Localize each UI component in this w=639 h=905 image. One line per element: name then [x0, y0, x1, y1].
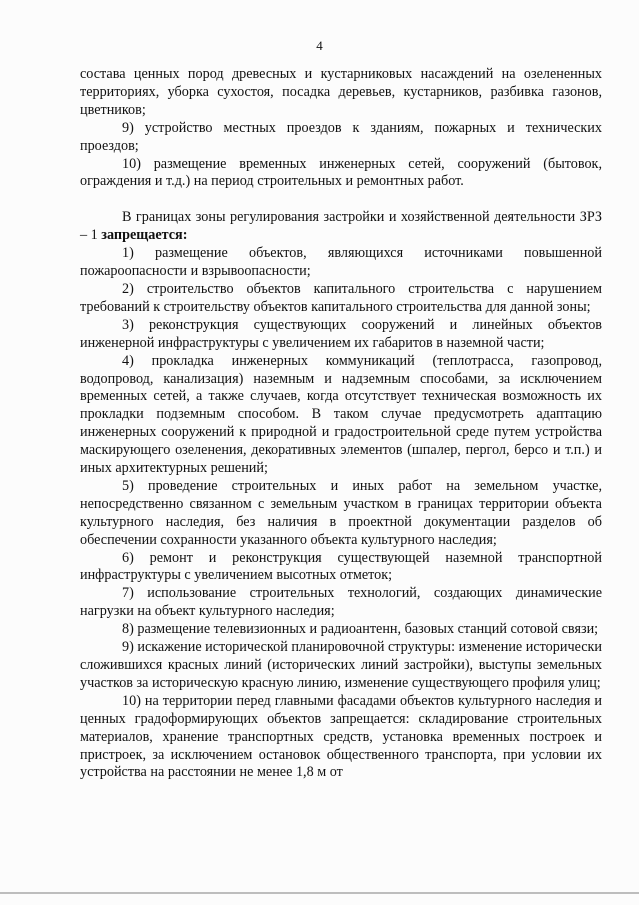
prohibited-item-1: 1) размещение объектов, являющихся источниками повышенной пожароопасности и взрывоопасности;	[80, 245, 602, 280]
allowed-item-10: 10) размещение временных инженерных сетей, сооружений (бытовок, ограждения и т.д.) на период строительных и ремонтных работ.	[80, 155, 602, 190]
prohibited-item-6: 6) ремонт и реконструкция существующей наземной транспортной инфраструктуры с увеличением высотных отметок;	[80, 549, 602, 584]
zone-heading-text: В границах зоны регулирования застройки и хозяйственной деятельности ЗРЗ – 1	[80, 209, 602, 244]
prohibited-item-5: 5) проведение строительных и иных работ на земельном участке, непосредственно связанном с земельным участком в границах территории объекта культурного наследия, без наличия в проектной документации разделов об обеспечении сохранности указанного объекта культурного наследия;	[80, 477, 602, 548]
prohibited-item-8: 8) размещение телевизионных и радиоантенн, базовых станций сотовой связи;	[122, 621, 599, 638]
prohibited-item-2: 2) строительство объектов капитального строительства с нарушением требований к строительству объектов капитального строительства для данной зоны;	[80, 280, 602, 315]
prohibited-item-7: 7) использование строительных технологий, создающих динамические нагрузки на объект культурного наследия;	[80, 585, 602, 620]
allowed-item-9: 9) устройство местных проездов к зданиям, пожарных и технических проездов;	[80, 119, 602, 154]
document-body	[80, 66, 602, 782]
zone-heading-emphasis: запрещается:	[101, 227, 188, 244]
prohibited-item-10: 10) на территории перед главными фасадами объектов культурного наследия и ценных градоформирующих объектов запрещается: складирование строительных материалов, хранение транспортных средств, установка временных построек и пристроек, за исключением остановок общественного транспорта, при условии их устройства на расстоянии не менее 1,8 м от	[80, 692, 602, 781]
prohibited-item-9: 9) искажение исторической планировочной структуры: изменение исторически сложившихся красных линий (исторических линий застройки), выступы земельных участков за историческую красную линию, изменение существующего профиля улиц;	[80, 639, 603, 691]
zone-heading	[80, 209, 602, 245]
paragraph-spacer	[80, 191, 602, 209]
scan-bottom-edge	[0, 892, 639, 894]
page-number: 4	[316, 38, 323, 53]
paragraph-intro-continuation: состава ценных пород древесных и кустарниковых насаждений на озелененных территориях, уборка сухостоя, посадка деревьев, кустарников, разбивка газонов, цветников;	[80, 66, 602, 118]
prohibited-item-3: 3) реконструкция существующих сооружений и линейных объектов инженерной инфраструктуры с увеличением их габаритов в наземной части;	[80, 316, 602, 351]
prohibited-item-4: 4) прокладка инженерных коммуникаций (теплотрасса, газопровод, водопровод, канализация) наземным и надземным способами, за исключением временных сетей, а также случаев, когда отсутствует техническая возможность их прокладки подземным способом. В таком случае предусмотреть адаптацию инженерных сооружений к природной и градостроительной среде путем устройства маскирующего озеленения, декоративных элементов (шпалер, пергол, берсо и т.п.) и иных архитектурных решений;	[80, 352, 602, 477]
